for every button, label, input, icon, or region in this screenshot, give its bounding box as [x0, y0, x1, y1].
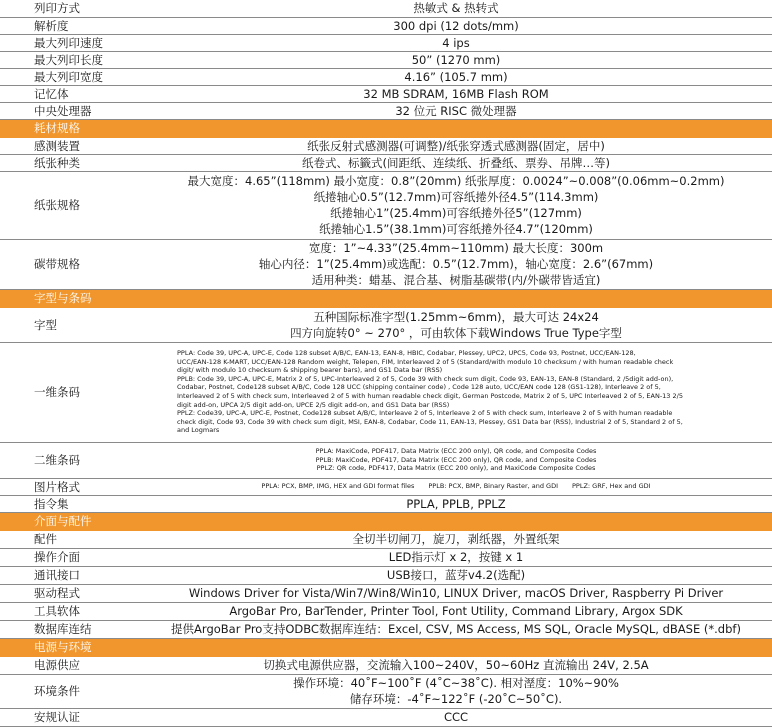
- spec-value: 4 ips: [140, 34, 772, 51]
- spec-value: [140, 307, 772, 342]
- spec-value: [140, 342, 772, 442]
- section-header-fonts: [0, 289, 772, 307]
- spec-value: Windows Driver for Vista/Win7/Win8/Win10, LINUX Driver, macOS Driver, Raspberry Pi Driver: [140, 584, 772, 602]
- spec-label: 感测装置: [0, 137, 140, 154]
- spec-row-accessories: [0, 530, 772, 548]
- spec-line: PPLZ: Code39, UPC-A, UPC-E, Postnet, Code128 subset A/B/C, Interleave 2 of 5, Interleave 2 of 5 with check sum, Interleave 2 of 5 with human readable: [177, 409, 673, 418]
- spec-line: 适用种类：蜡基、混合基、树脂基碳带(内/外碳带皆适宜): [311, 273, 601, 287]
- spec-line: PPLB: MaxiCode, PDF417, Data Matrix (ECC 200 only), QR code, and Composite Codes: [315, 455, 597, 464]
- spec-row-commands: [0, 495, 772, 512]
- spec-label: 碳带规格: [0, 239, 140, 289]
- spec-value: 32 MB SDRAM, 16MB Flash ROM: [140, 85, 772, 102]
- spec-row-resolution: [0, 17, 772, 34]
- spec-value: LED指示灯 x 2，按键 x 1: [140, 548, 772, 566]
- spec-row-print-method: [0, 0, 772, 17]
- spec-value: [140, 674, 772, 708]
- spec-line: 五种国际标准字型(1.25mm~6mm)，最大可达 24x24: [313, 309, 599, 324]
- spec-value: 300 dpi (12 dots/mm): [140, 17, 772, 34]
- spec-line: check digit, Code 93, Code 39 with check sum digit, MSI, EAN-8, Codabar, Code 11, EAN-13, Plessey, GS1 Data bar (RSS), Industrial 2 of 5, Standard 2 of 5,: [177, 417, 683, 426]
- spec-value: 热敏式 & 热转式: [140, 0, 772, 17]
- spec-value: 4.16” (105.7 mm): [140, 68, 772, 85]
- section-header-media: [0, 119, 772, 137]
- spec-line: 轴心内径：1”(25.4mm)或选配：0.5”(12.7mm)，轴心宽度：2.6”(67mm): [258, 257, 654, 271]
- spec-line: 操作环境：40˚F~100˚F (4˚C~38˚C). 相对溼度：10%~90%: [293, 676, 619, 690]
- spec-row-certification: [0, 708, 772, 726]
- spec-label: 纸张规格: [0, 171, 140, 239]
- spec-label: 操作介面: [0, 548, 140, 566]
- spec-line: 宽度：1”~4.33”(25.4mm~110mm) 最大长度：300m: [308, 241, 604, 255]
- spec-value: PPLA, PPLB, PPLZ: [140, 495, 772, 512]
- spec-line: Interleaved 2 of 5 with check sum, Interleaved 2 of 5 with human readable check digit, German Postcode, Matrix 2 of 5, UPC Interleaved 2 of 5, EAN-13 2/5: [177, 392, 683, 400]
- spec-value: [140, 478, 772, 495]
- spec-row-power: [0, 656, 772, 674]
- spec-row-drivers: [0, 584, 772, 602]
- spec-line: Codabar, Postnet, Code128 subset A/B/C, Code 128 UCC (shipping container code) , Code 128 auto, UCC/EAN code 128 (GS1-128), Interleave 2 of 5,: [177, 383, 661, 392]
- spec-line: UCC/EAN-128 K-MART, UCC/EAN-128 Random weight, Telepen, FIM, Interleaved 2 of 5 (Standard/with modulo 10 checksum / with human readable check: [177, 357, 674, 366]
- spec-value: 全切半切闸刀，旋刀，剥纸器，外置纸架: [140, 530, 772, 548]
- spec-value: 50” (1270 mm): [140, 51, 772, 68]
- spec-label: 二维条码: [0, 442, 140, 478]
- spec-row-media-type: [0, 154, 772, 171]
- spec-label: 解析度: [0, 17, 140, 34]
- spec-value: 纸卷式、标籤式(间距纸、连续纸、折叠纸、票券、吊牌…等): [140, 154, 772, 171]
- spec-label: 环境条件: [0, 674, 140, 708]
- spec-label: 工具软体: [0, 602, 140, 620]
- spec-label: 最大列印速度: [0, 34, 140, 51]
- spec-line: PPLA: MaxiCode, PDF417, Data Matrix (ECC 200 only), QR code, and Composite Codes: [315, 447, 597, 456]
- section-title: 电源与环境: [0, 638, 772, 656]
- graphics-pplb: PPLB: PCX, BMP, Binary Raster, and GDI: [428, 482, 559, 491]
- spec-label: 一维条码: [0, 342, 140, 442]
- spec-label: 最大列印宽度: [0, 68, 140, 85]
- section-title: 字型与条码: [0, 289, 772, 307]
- spec-value: [140, 239, 772, 289]
- spec-line: digit add-on, UPCA 2/5 digit add-on, UPCE 2/5 digit add-on, and GS1 Data bar (RSS): [177, 400, 450, 409]
- spec-label: 安规认证: [0, 708, 140, 726]
- spec-row-cpu: [0, 102, 772, 119]
- spec-row-graphics: [0, 478, 772, 495]
- spec-label: 列印方式: [0, 0, 140, 17]
- section-title: 耗材规格: [0, 119, 772, 137]
- spec-value: 提供ArgoBar Pro支持ODBC数据库连结：Excel, CSV, MS Access, MS SQL, Oracle MySQL, dBASE (*.dbf): [140, 620, 772, 638]
- spec-value: [140, 442, 772, 478]
- spec-label: 记忆体: [0, 85, 140, 102]
- spec-line: digit/ with modulo 10 checksum & shipping bearer bars), and GS1 Data bar (RSS): [177, 366, 443, 375]
- spec-row-sensor: [0, 137, 772, 154]
- spec-row-max-length: [0, 51, 772, 68]
- spec-label: 通讯接口: [0, 566, 140, 584]
- spec-row-ribbon-spec: [0, 239, 772, 289]
- spec-label: 驱动程式: [0, 584, 140, 602]
- spec-line: PPLZ: QR code, PDF417, Data Matrix (ECC 200 only), and MaxiCode Composite Codes: [316, 464, 596, 473]
- spec-label: 指令集: [0, 495, 140, 512]
- spec-label: 图片格式: [0, 478, 140, 495]
- spec-row-software: [0, 602, 772, 620]
- spec-label: 数据库连结: [0, 620, 140, 638]
- spec-value: [140, 171, 772, 239]
- spec-line: 四方向旋转0° ~ 270° ，可由软体下载Windows True Type字型: [290, 325, 622, 340]
- spec-row-barcode-2d: [0, 442, 772, 478]
- spec-line: PPLA: Code 39, UPC-A, UPC-E, Code 128 subset A/B/C, EAN-13, EAN-8, HBIC, Codabar, Plessey, UPC2, UPC5, Code 93, Postnet, UCC/EAN-128,: [177, 349, 636, 358]
- spec-value: USB接口，蓝芽v4.2(选配): [140, 566, 772, 584]
- spec-value: 32 位元 RISC 微处理器: [140, 102, 772, 119]
- spec-label: 电源供应: [0, 656, 140, 674]
- spec-row-barcode-1d: [0, 342, 772, 442]
- spec-value: ArgoBar Pro, BarTender, Printer Tool, Font Utility, Command Library, Argox SDK: [140, 602, 772, 620]
- spec-label: 最大列印长度: [0, 51, 140, 68]
- spec-line: and Logmars: [177, 426, 220, 435]
- spec-row-max-speed: [0, 34, 772, 51]
- spec-row-media-spec: [0, 171, 772, 239]
- spec-label: 配件: [0, 530, 140, 548]
- graphics-pplz: PPLZ: GRF, Hex and GDI: [572, 482, 651, 491]
- spec-label: 字型: [0, 307, 140, 342]
- spec-row-operation: [0, 548, 772, 566]
- spec-row-fonts: [0, 307, 772, 342]
- spec-line: 纸捲轴心1.5”(38.1mm)可容纸捲外径4.7”(120mm): [319, 222, 593, 236]
- section-title: 介面与配件: [0, 512, 772, 530]
- spec-row-memory: [0, 85, 772, 102]
- spec-value: 切换式电源供应器，交流输入100~240V，50~60Hz 直流输出 24V, 2.5A: [140, 656, 772, 674]
- section-header-env: [0, 638, 772, 656]
- spec-line: 储存环境：-4˚F~122˚F (-20˚C~50˚C).: [349, 692, 563, 706]
- spec-line: PPLB: Code 39, UPC-A, UPC-E, Matrix 2 of 5, UPC-Interleaved 2 of 5, Code 39 with check sum digit, Code 93, EAN-13, EAN-8 (Standard, 2 /5digit add-on),: [177, 374, 674, 383]
- spec-label: 纸张种类: [0, 154, 140, 171]
- spec-row-environment: [0, 674, 772, 708]
- spec-row-interface: [0, 566, 772, 584]
- spec-row-max-width: [0, 68, 772, 85]
- section-header-interface: [0, 512, 772, 530]
- spec-label: 中央处理器: [0, 102, 140, 119]
- spec-line: 纸捲轴心1”(25.4mm)可容纸捲外径5”(127mm): [330, 206, 582, 220]
- spec-value: CCC: [140, 708, 772, 726]
- spec-line: 纸捲轴心0.5”(12.7mm)可容纸捲外径4.5”(114.3mm): [313, 190, 599, 204]
- spec-line: 最大宽度：4.65”(118mm) 最小宽度：0.8”(20mm) 纸张厚度：0.0024”~0.008”(0.06mm~0.2mm): [187, 174, 725, 188]
- spec-row-database: [0, 620, 772, 638]
- graphics-ppla: PPLA: PCX, BMP, IMG, HEX and GDI format files: [261, 482, 415, 491]
- spec-value: 纸张反射式感测器(可调整)/纸张穿透式感测器(固定，居中): [140, 137, 772, 154]
